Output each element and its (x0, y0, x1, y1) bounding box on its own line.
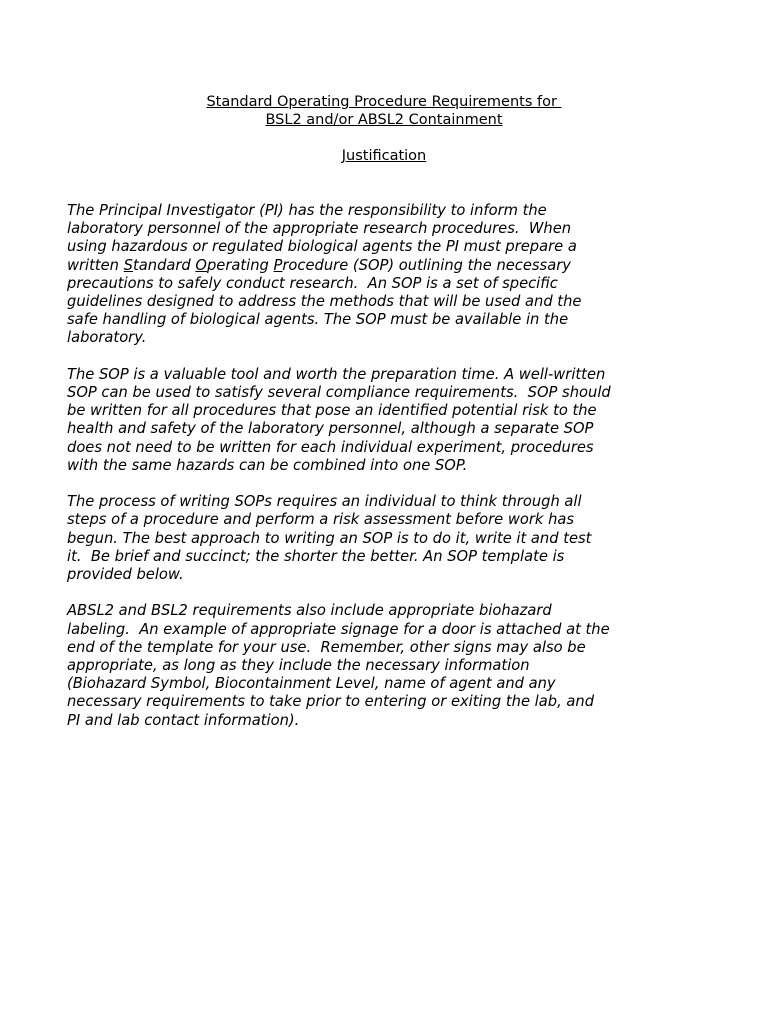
text-line: PI and lab contact information). (67, 711, 300, 729)
text-line: The process of writing SOPs requires an individual to think through all (67, 493, 582, 511)
text-line: appropriate, as long as they include the necessary information (67, 657, 530, 675)
text-run: written (67, 256, 124, 274)
paragraph-2 (67, 366, 707, 475)
text-line: The SOP is a valuable tool and worth the preparation time. A well-written (67, 365, 606, 383)
text-line: precautions to safely conduct research. An SOP is a set of specific (67, 274, 558, 292)
text-line-sop-acronym (67, 257, 707, 275)
title-line-2: BSL2 and/or ABSL2 Containment (265, 112, 503, 128)
section-heading: Justification (341, 148, 427, 164)
underlined-letter-s: S (123, 256, 133, 274)
text-line: guidelines designed to address the methods that will be used and the (67, 293, 582, 311)
paragraph-1 (67, 202, 707, 348)
text-line: provided below. (67, 566, 184, 584)
body-text (67, 202, 707, 748)
text-line: it. Be brief and succinct; the shorter the better. An SOP template is (67, 547, 565, 565)
text-line: labeling. An example of appropriate signage for a door is attached at the (67, 620, 610, 638)
text-line: The Principal Investigator (PI) has the responsibility to inform the (67, 202, 547, 219)
text-line: necessary requirements to take prior to entering or exiting the lab, and (67, 693, 595, 711)
text-line: ABSL2 and BSL2 requirements also include appropriate biohazard (67, 602, 552, 620)
text-line: using hazardous or regulated biological agents the PI must prepare a (67, 238, 577, 256)
underlined-letter-o: O (195, 256, 207, 274)
text-line: with the same hazards can be combined into one SOP. (67, 456, 468, 474)
text-line: steps of a procedure and perform a risk assessment before work has (67, 511, 575, 529)
paragraph-4 (67, 602, 707, 729)
text-run: tandard (133, 256, 196, 274)
text-line: SOP can be used to satisfy several compliance requirements. SOP should (67, 384, 611, 402)
text-line: begun. The best approach to writing an SOP is to do it, write it and test (67, 529, 592, 547)
title-line-1: Standard Operating Procedure Requirements for (206, 94, 562, 110)
text-line: does not need to be written for each individual experiment, procedures (67, 438, 594, 456)
text-run: perating (206, 256, 274, 274)
text-line: (Biohazard Symbol, Biocontainment Level, name of agent and any (67, 675, 556, 693)
text-line: health and safety of the laboratory personnel, although a separate SOP (67, 420, 594, 438)
text-line: be written for all procedures that pose an identified potential risk to the (67, 402, 597, 420)
underlined-letter-p: P (273, 256, 283, 274)
text-line: laboratory. (67, 329, 147, 347)
text-run: rocedure (SOP) outlining the necessary (282, 256, 571, 274)
paragraph-3 (67, 493, 707, 584)
text-line: safe handling of biological agents. The SOP must be available in the (67, 311, 569, 329)
text-line: laboratory personnel of the appropriate research procedures. When (67, 220, 572, 238)
document-title (0, 93, 768, 129)
text-line: end of the template for your use. Remember, other signs may also be (67, 638, 586, 656)
